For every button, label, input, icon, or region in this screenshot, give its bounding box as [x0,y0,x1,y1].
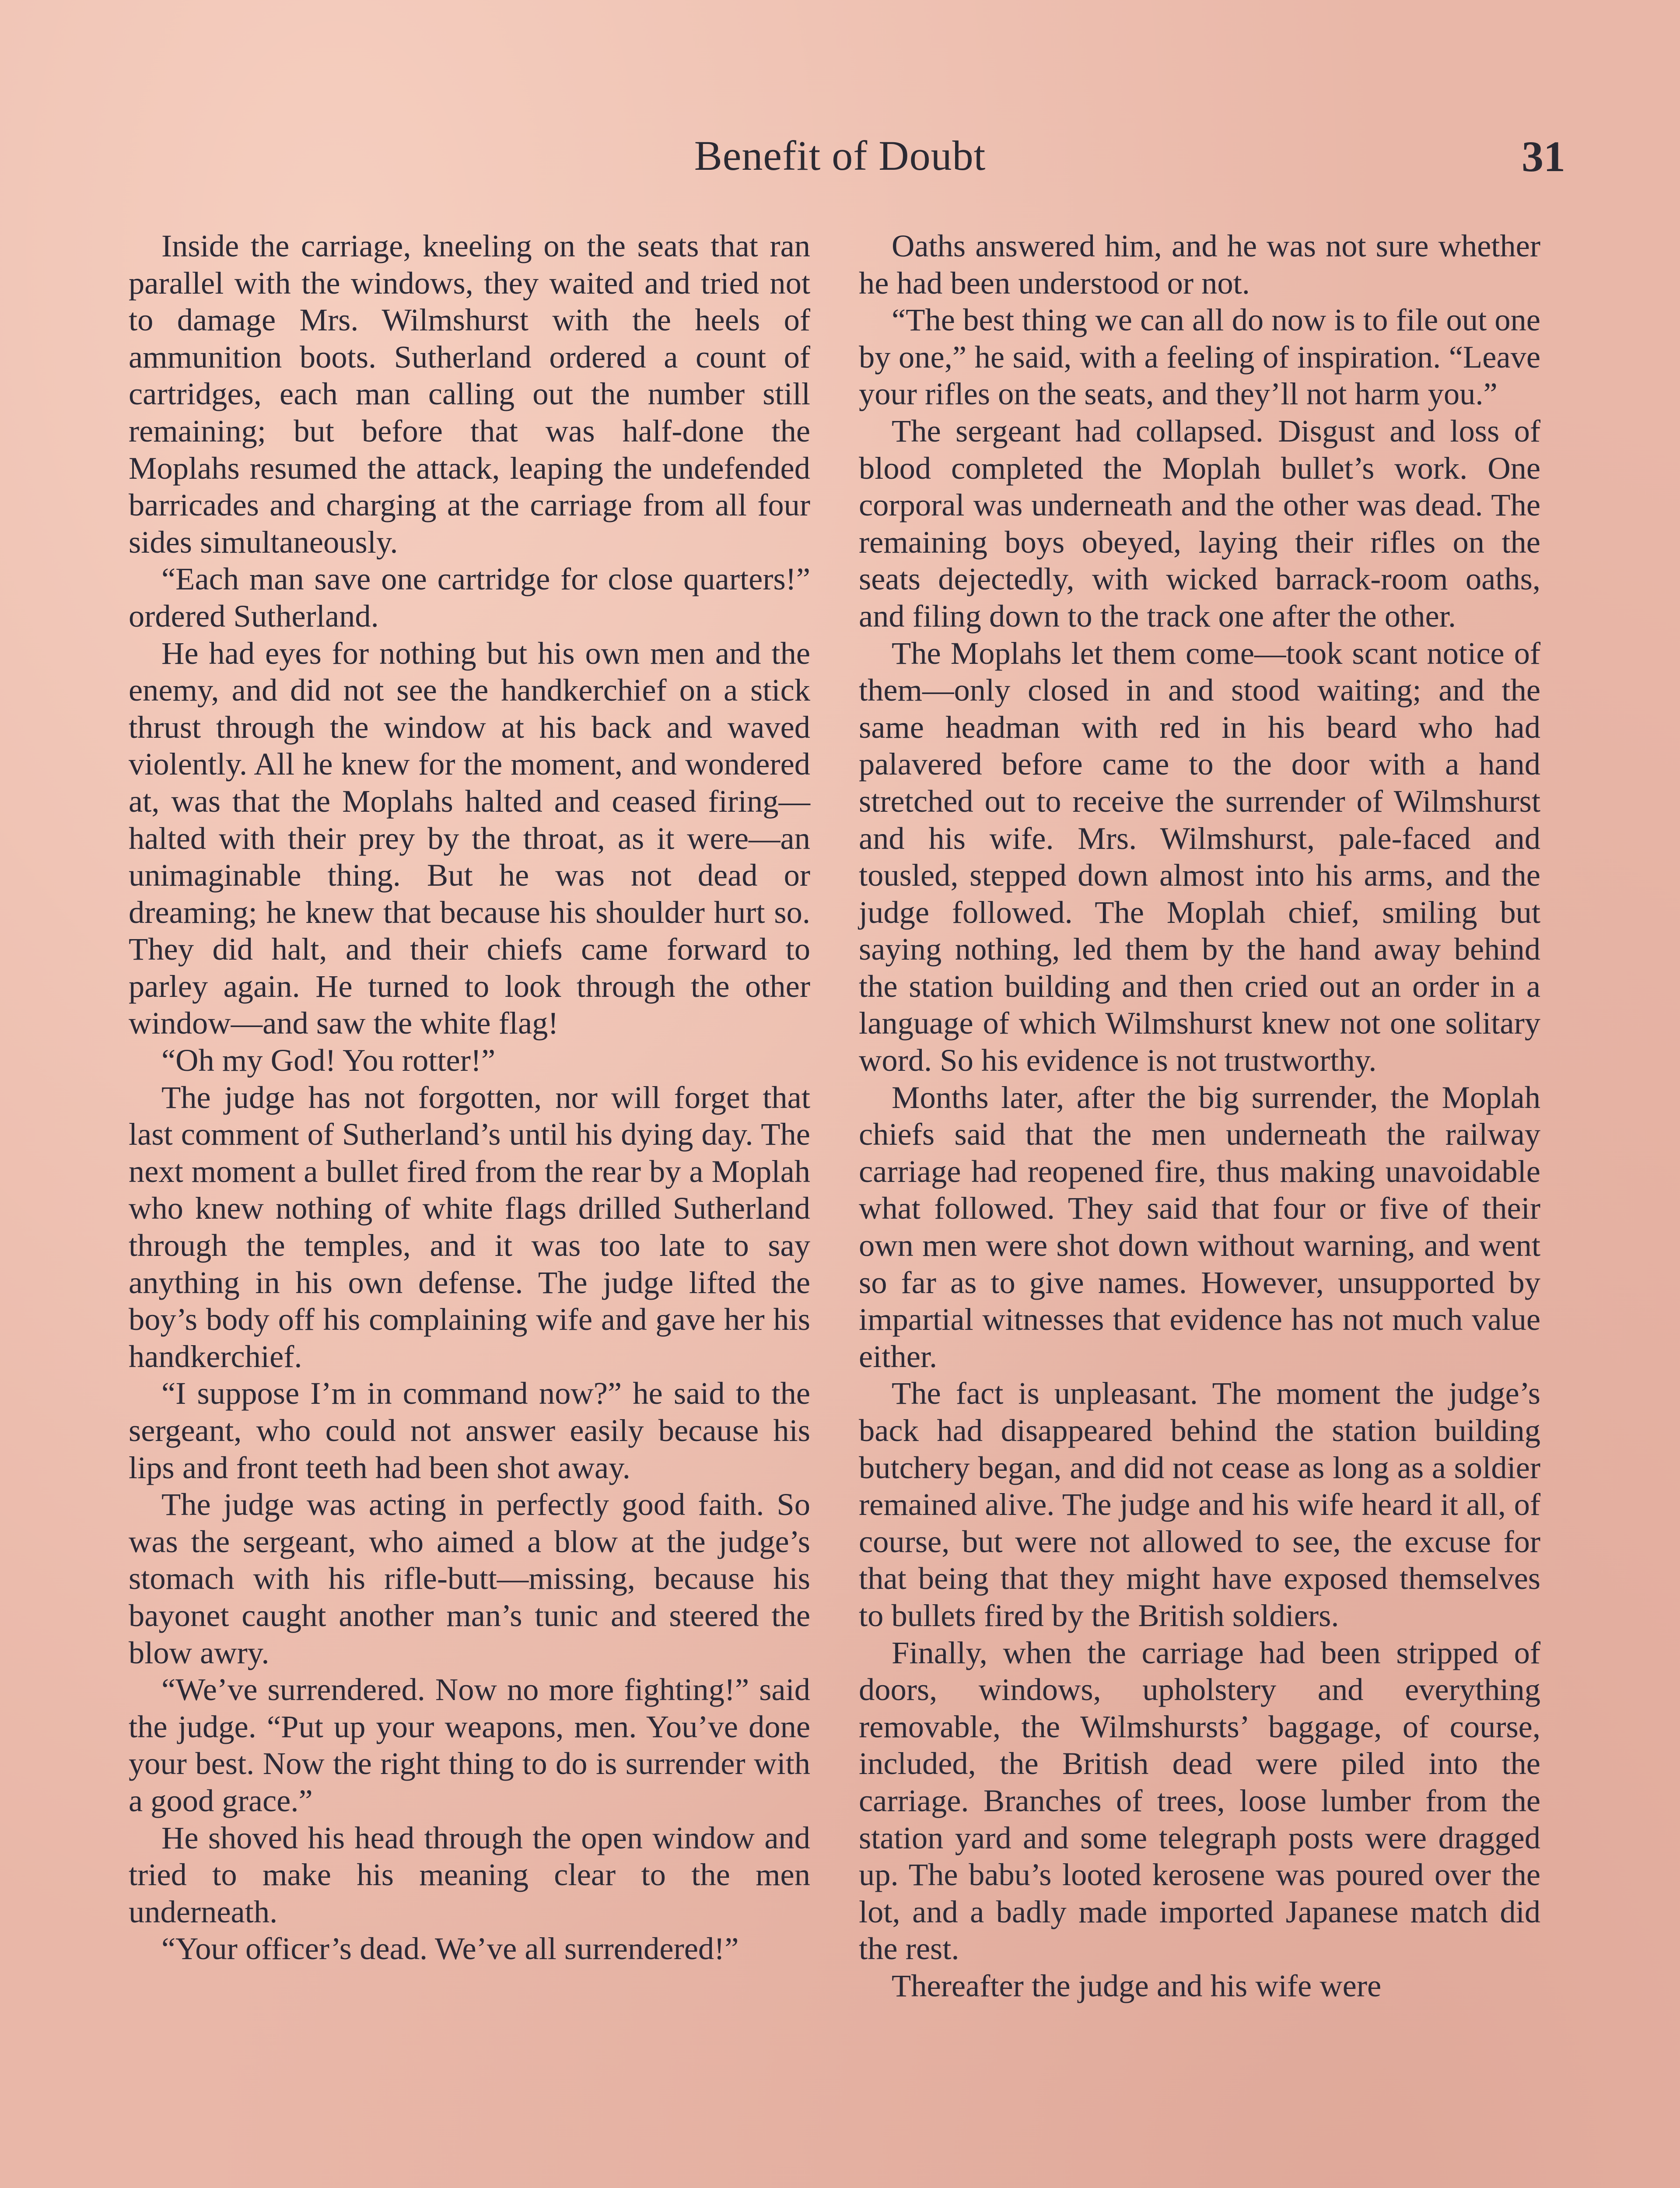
paragraph: Months later, after the big surrender, the Moplah chiefs said that the men underneath the railway carriage had reopened fire, thus making unavoidable what followed. They said that four or five of their own men were shot down without warning, and went so far as to give names. However, unsupported by impartial witnesses that evidence has not much value either. [859,1079,1540,1374]
left-column [129,228,810,1967]
paragraph: “Each man save one cartridge for close quarters!” ordered Sutherland. [129,561,810,634]
paragraph: He shoved his head through the open window and tried to make his meaning clear to the men underneath. [129,1820,810,1929]
page-number: 31 [1522,132,1565,181]
paragraph: The fact is unpleasant. The moment the judge’s back had disappeared behind the station building butchery began, and did not cease as long as a soldier remained alive. The judge and his wife heard it all, of course, but were not allowed to see, the excuse for that being that they might have exposed themselves to bullets fired by the British soldiers. [859,1375,1540,1633]
paragraph: The judge has not forgotten, nor will forget that last comment of Sutherland’s until his dying day. The next moment a bullet fired from the rear by a Moplah who knew nothing of white flags drilled Sutherland through the temples, and it was too late to say anything in his own defense. The judge lifted the boy’s body off his complaining wife and gave her his handkerchief. [129,1079,810,1374]
right-column [859,228,1540,2005]
page-header [0,131,1680,193]
paragraph: He had eyes for nothing but his own men and the enemy, and did not see the handkerchief on a stick thrust through the window at his back and waved violently. All he knew for the moment, and wondered at, was that the Moplahs halted and ceased firing—halted with their prey by the throat, as it were—an unimaginable thing. But he was not dead or dreaming; he knew that because his shoulder hurt so. They did halt, and their chiefs came forward to parley again. He turned to look through the other window—and saw the white flag! [129,635,810,1041]
paragraph: The Moplahs let them come—took scant notice of them—only closed in and stood waiting; and the same headman with red in his beard who had palavered before came to the door with a hand stretched out to receive the surrender of Wilmshurst and his wife. Mrs. Wilmshurst, pale-faced and tousled, stepped down almost into his arms, and the judge followed. The Moplah chief, smiling but saying nothing, led them by the hand away behind the station building and then cried out an order in a language of which Wilmshurst knew not one solitary word. So his evidence is not trustworthy. [859,635,1540,1078]
paragraph: “I suppose I’m in command now?” he said to the sergeant, who could not answer easily because his lips and front teeth had been shot away. [129,1375,810,1485]
paragraph: “The best thing we can all do now is to file out one by one,” he said, with a feeling of inspiration. “Leave your rifles on the seats, and they’ll not harm you.” [859,302,1540,412]
paragraph: The judge was acting in perfectly good faith. So was the sergeant, who aimed a blow at the judge’s stomach with his rifle-butt—missing, because his bayonet caught another man’s tunic and steered the blow awry. [129,1487,810,1670]
paragraph: Thereafter the judge and his wife were [892,1967,1382,2003]
paragraph: “Oh my God! You rotter!” [161,1042,496,1078]
running-title: Benefit of Doubt [694,132,986,179]
paragraph: Finally, when the carriage had been stripped of doors, windows, upholstery and everything removable, the Wilmshursts’ baggage, of course, included, the British dead were piled into the carriage. Branches of trees, loose lumber from the station yard and some telegraph posts were dragged up. The babu’s looted kerosene was poured over the lot, and a badly made imported Japanese match did the rest. [859,1634,1540,1967]
paragraph: “We’ve surrendered. Now no more fighting!” said the judge. “Put up your weapons, men. You’ve done your best. Now the right thing to do is surrender with a good grace.” [129,1672,810,1818]
paragraph: Inside the carriage, kneeling on the seats that ran parallel with the windows, they waited and tried not to damage Mrs. Wilmshurst with the heels of ammunition boots. Sutherland ordered a count of cartridges, each man calling out the number still remaining; but before that was half-done the Moplahs resumed the attack, leaping the undefended barricades and charging at the carriage from all four sides simultaneously. [129,228,810,560]
paragraph: “Your officer’s dead. We’ve all surrendered!” [161,1931,739,1967]
paragraph: The sergeant had collapsed. Disgust and loss of blood completed the Moplah bullet’s work. One corporal was underneath and the other was dead. The remaining boys obeyed, laying their rifles on the seats dejectedly, with wicked barrack-room oaths, and filing down to the track one after the other. [859,413,1540,634]
paragraph: Oaths answered him, and he was not sure whether he had been understood or not. [859,228,1540,301]
